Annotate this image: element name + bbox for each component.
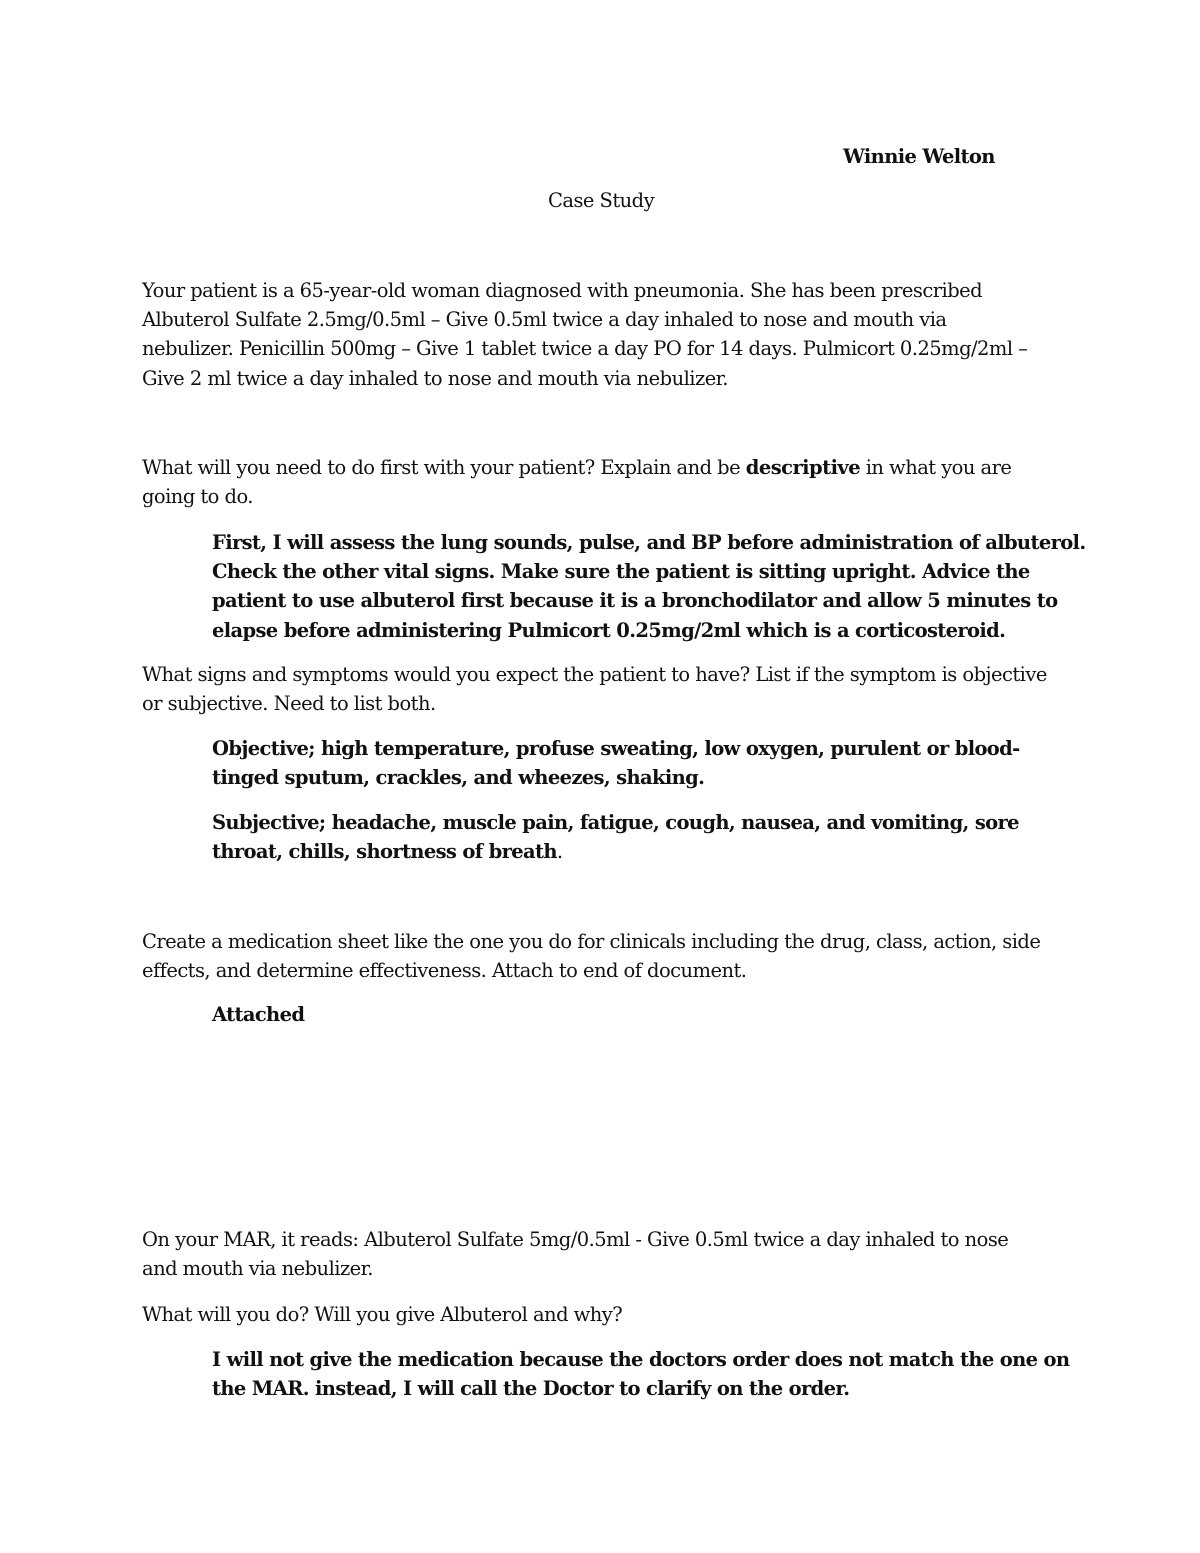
intro-line: Your patient is a 65-year-old woman diagnosed with pneumonia. She has been prescribed xyxy=(142,279,983,302)
subjective-symptoms-text: throat, chills, shortness of breath xyxy=(212,840,557,863)
question-3-line: Create a medication sheet like the one you do for clinicals including the drug, class, action, side xyxy=(142,930,1041,953)
question-1-line xyxy=(142,453,1011,482)
answer-3-attached: Attached xyxy=(212,1003,305,1026)
question-4-prompt: What will you do? Will you give Albuterol and why? xyxy=(142,1303,623,1326)
question-1-text: in what you are xyxy=(860,456,1012,479)
answer-1-line: patient to use albuterol first because it is a bronchodilator and allow 5 minutes to xyxy=(212,589,1058,612)
document-title: Case Study xyxy=(548,189,655,212)
author-name: Winnie Welton xyxy=(843,145,995,168)
question-3-line: effects, and determine effectiveness. Attach to end of document. xyxy=(142,959,747,982)
subjective-symptoms-line: Subjective; headache, muscle pain, fatigue, cough, nausea, and vomiting, sore xyxy=(212,811,1019,834)
question-2-line: or subjective. Need to list both. xyxy=(142,692,436,715)
intro-line: Give 2 ml twice a day inhaled to nose and mouth via nebulizer. xyxy=(142,367,728,390)
question-4-line: and mouth via nebulizer. xyxy=(142,1257,373,1280)
answer-1-line: First, I will assess the lung sounds, pulse, and BP before administration of albuterol. xyxy=(212,531,1086,554)
question-4-line: On your MAR, it reads: Albuterol Sulfate 5mg/0.5ml - Give 0.5ml twice a day inhaled to nose xyxy=(142,1228,1009,1251)
answer-1-line: Check the other vital signs. Make sure the patient is sitting upright. Advice the xyxy=(212,560,1030,583)
subjective-period: . xyxy=(556,840,563,863)
subjective-symptoms-line xyxy=(212,837,562,866)
answer-4-line: I will not give the medication because the doctors order does not match the one on xyxy=(212,1348,1070,1371)
question-2-line: What signs and symptoms would you expect the patient to have? List if the symptom is objective xyxy=(142,663,1047,686)
intro-line: Albuterol Sulfate 2.5mg/0.5ml – Give 0.5ml twice a day inhaled to nose and mouth via xyxy=(142,308,947,331)
objective-symptoms-line: Objective; high temperature, profuse sweating, low oxygen, purulent or blood- xyxy=(212,737,1020,760)
answer-4-line: the MAR. instead, I will call the Doctor to clarify on the order. xyxy=(212,1377,850,1400)
question-1-line: going to do. xyxy=(142,485,253,508)
question-1-text: What will you need to do first with your patient? Explain and be xyxy=(142,456,746,479)
intro-line: nebulizer. Penicillin 500mg – Give 1 tablet twice a day PO for 14 days. Pulmicort 0.25mg/2ml – xyxy=(142,337,1028,360)
emphasis-descriptive: descriptive xyxy=(745,456,861,479)
objective-symptoms-line: tinged sputum, crackles, and wheezes, shaking. xyxy=(212,766,705,789)
answer-1-line: elapse before administering Pulmicort 0.25mg/2ml which is a corticosteroid. xyxy=(212,619,1006,642)
